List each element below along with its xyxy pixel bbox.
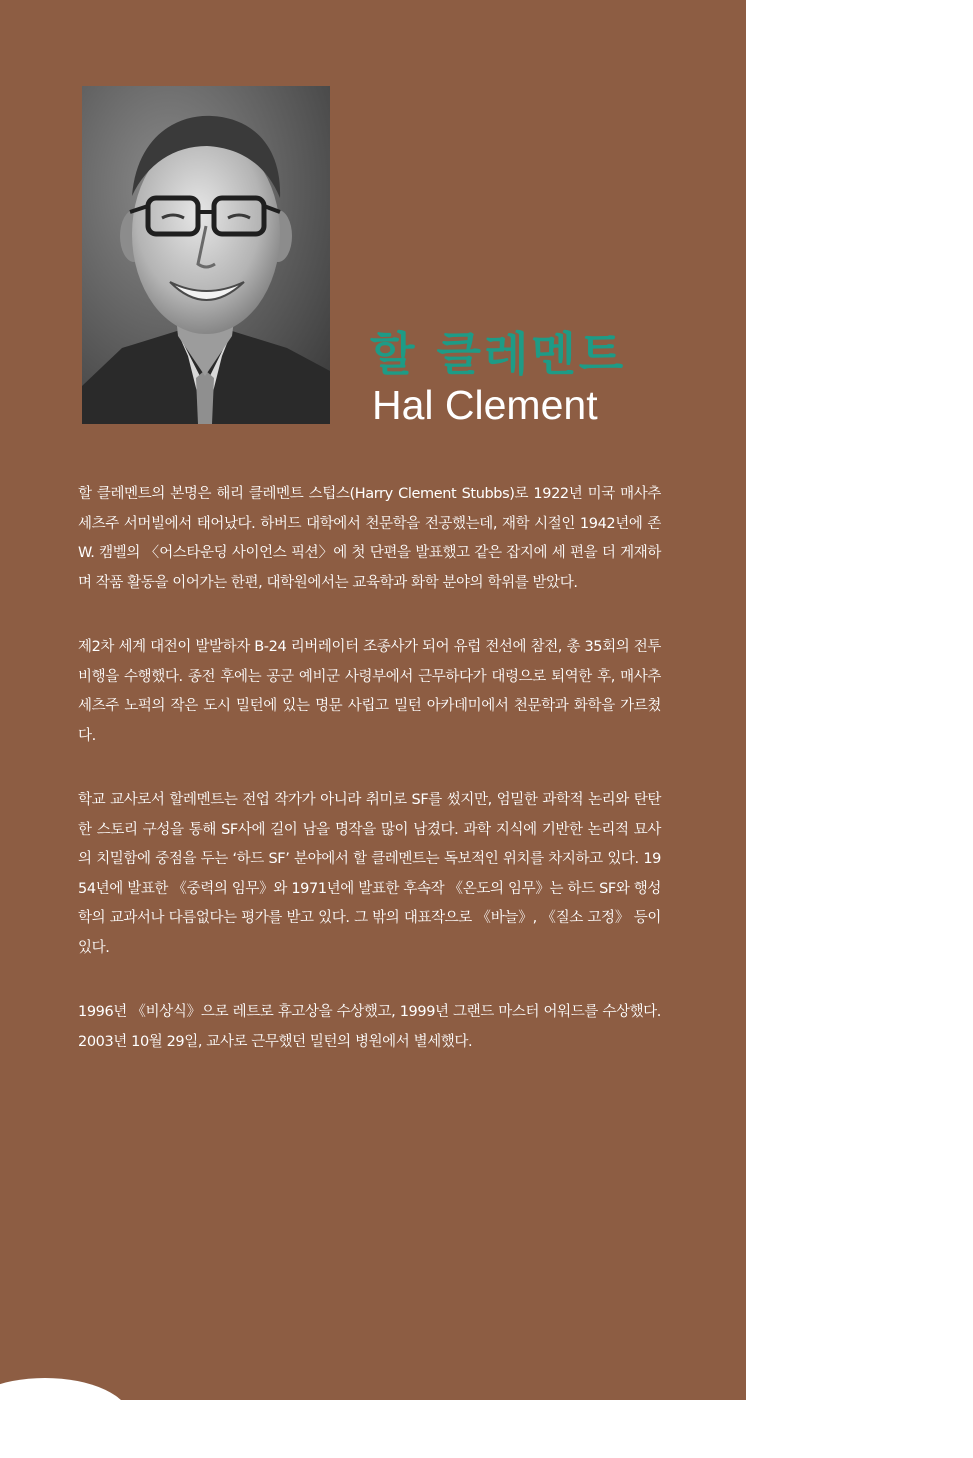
author-biography: [78, 480, 661, 1092]
bio-paragraph-3: 학교 교사로서 할레멘트는 전업 작가가 아니라 취미로 SF를 썼지만, 엄밀한 과학적 논리와 탄탄한 스토리 구성을 통해 SF사에 길이 남을 명작을 많이 남겼다. 과학 지식에 기반한 논리적 묘사의 치밀함에 중점을 두는 ‘하드 SF’ 분야에서 할 클레멘트는 독보적인 위치를 차지하고 있다. 1954년에 발표한 《중력의 임무》와 1971년에 발표한 후속작 《온도의 임무》는 하드 SF와 행성학의 교과서나 다름없다는 평가를 받고 있다. 그 밖의 대표작으로 《바늘》, 《질소 고정》 등이 있다.: [78, 792, 661, 956]
bio-paragraph-2: 제2차 세계 대전이 발발하자 B-24 리버레이터 조종사가 되어 유럽 전선에 참전, 총 35회의 전투비행을 수행했다. 종전 후에는 공군 예비군 사령부에서 근무하다가 대령으로 퇴역한 후, 매사추세츠주 노퍽의 작은 도시 밀턴에 있는 명문 사립고 밀턴 아카데미에서 천문학과 화학을 가르쳤다.: [78, 639, 661, 744]
author-name-korean: 할 클레멘트: [370, 327, 627, 381]
bio-paragraph-4: 1996년 《비상식》으로 레트로 휴고상을 수상했고, 1999년 그랜드 마스터 어워드를 수상했다. 2003년 10월 29일, 교사로 근무했던 밀턴의 병원에서 별세했다.: [78, 1004, 661, 1050]
author-portrait-photo: [82, 86, 330, 424]
page-curve-decoration: [0, 1378, 130, 1458]
bio-paragraph-1: 할 클레멘트의 본명은 해리 클레멘트 스텁스(Harry Clement Stubbs)로 1922년 미국 매사추세츠주 서머빌에서 태어났다. 하버드 대학에서 천문학을 전공했는데, 재학 시절인 1942년에 존 W. 캠벨의 〈어스타운딩 사이언스 픽션〉에 첫 단편을 발표했고 같은 잡지에 세 편을 더 게재하며 작품 활동을 이어가는 한편, 대학원에서는 교육학과 화학 분야의 학위를 받았다.: [78, 486, 661, 591]
author-name-english: Hal Clement: [372, 382, 598, 428]
